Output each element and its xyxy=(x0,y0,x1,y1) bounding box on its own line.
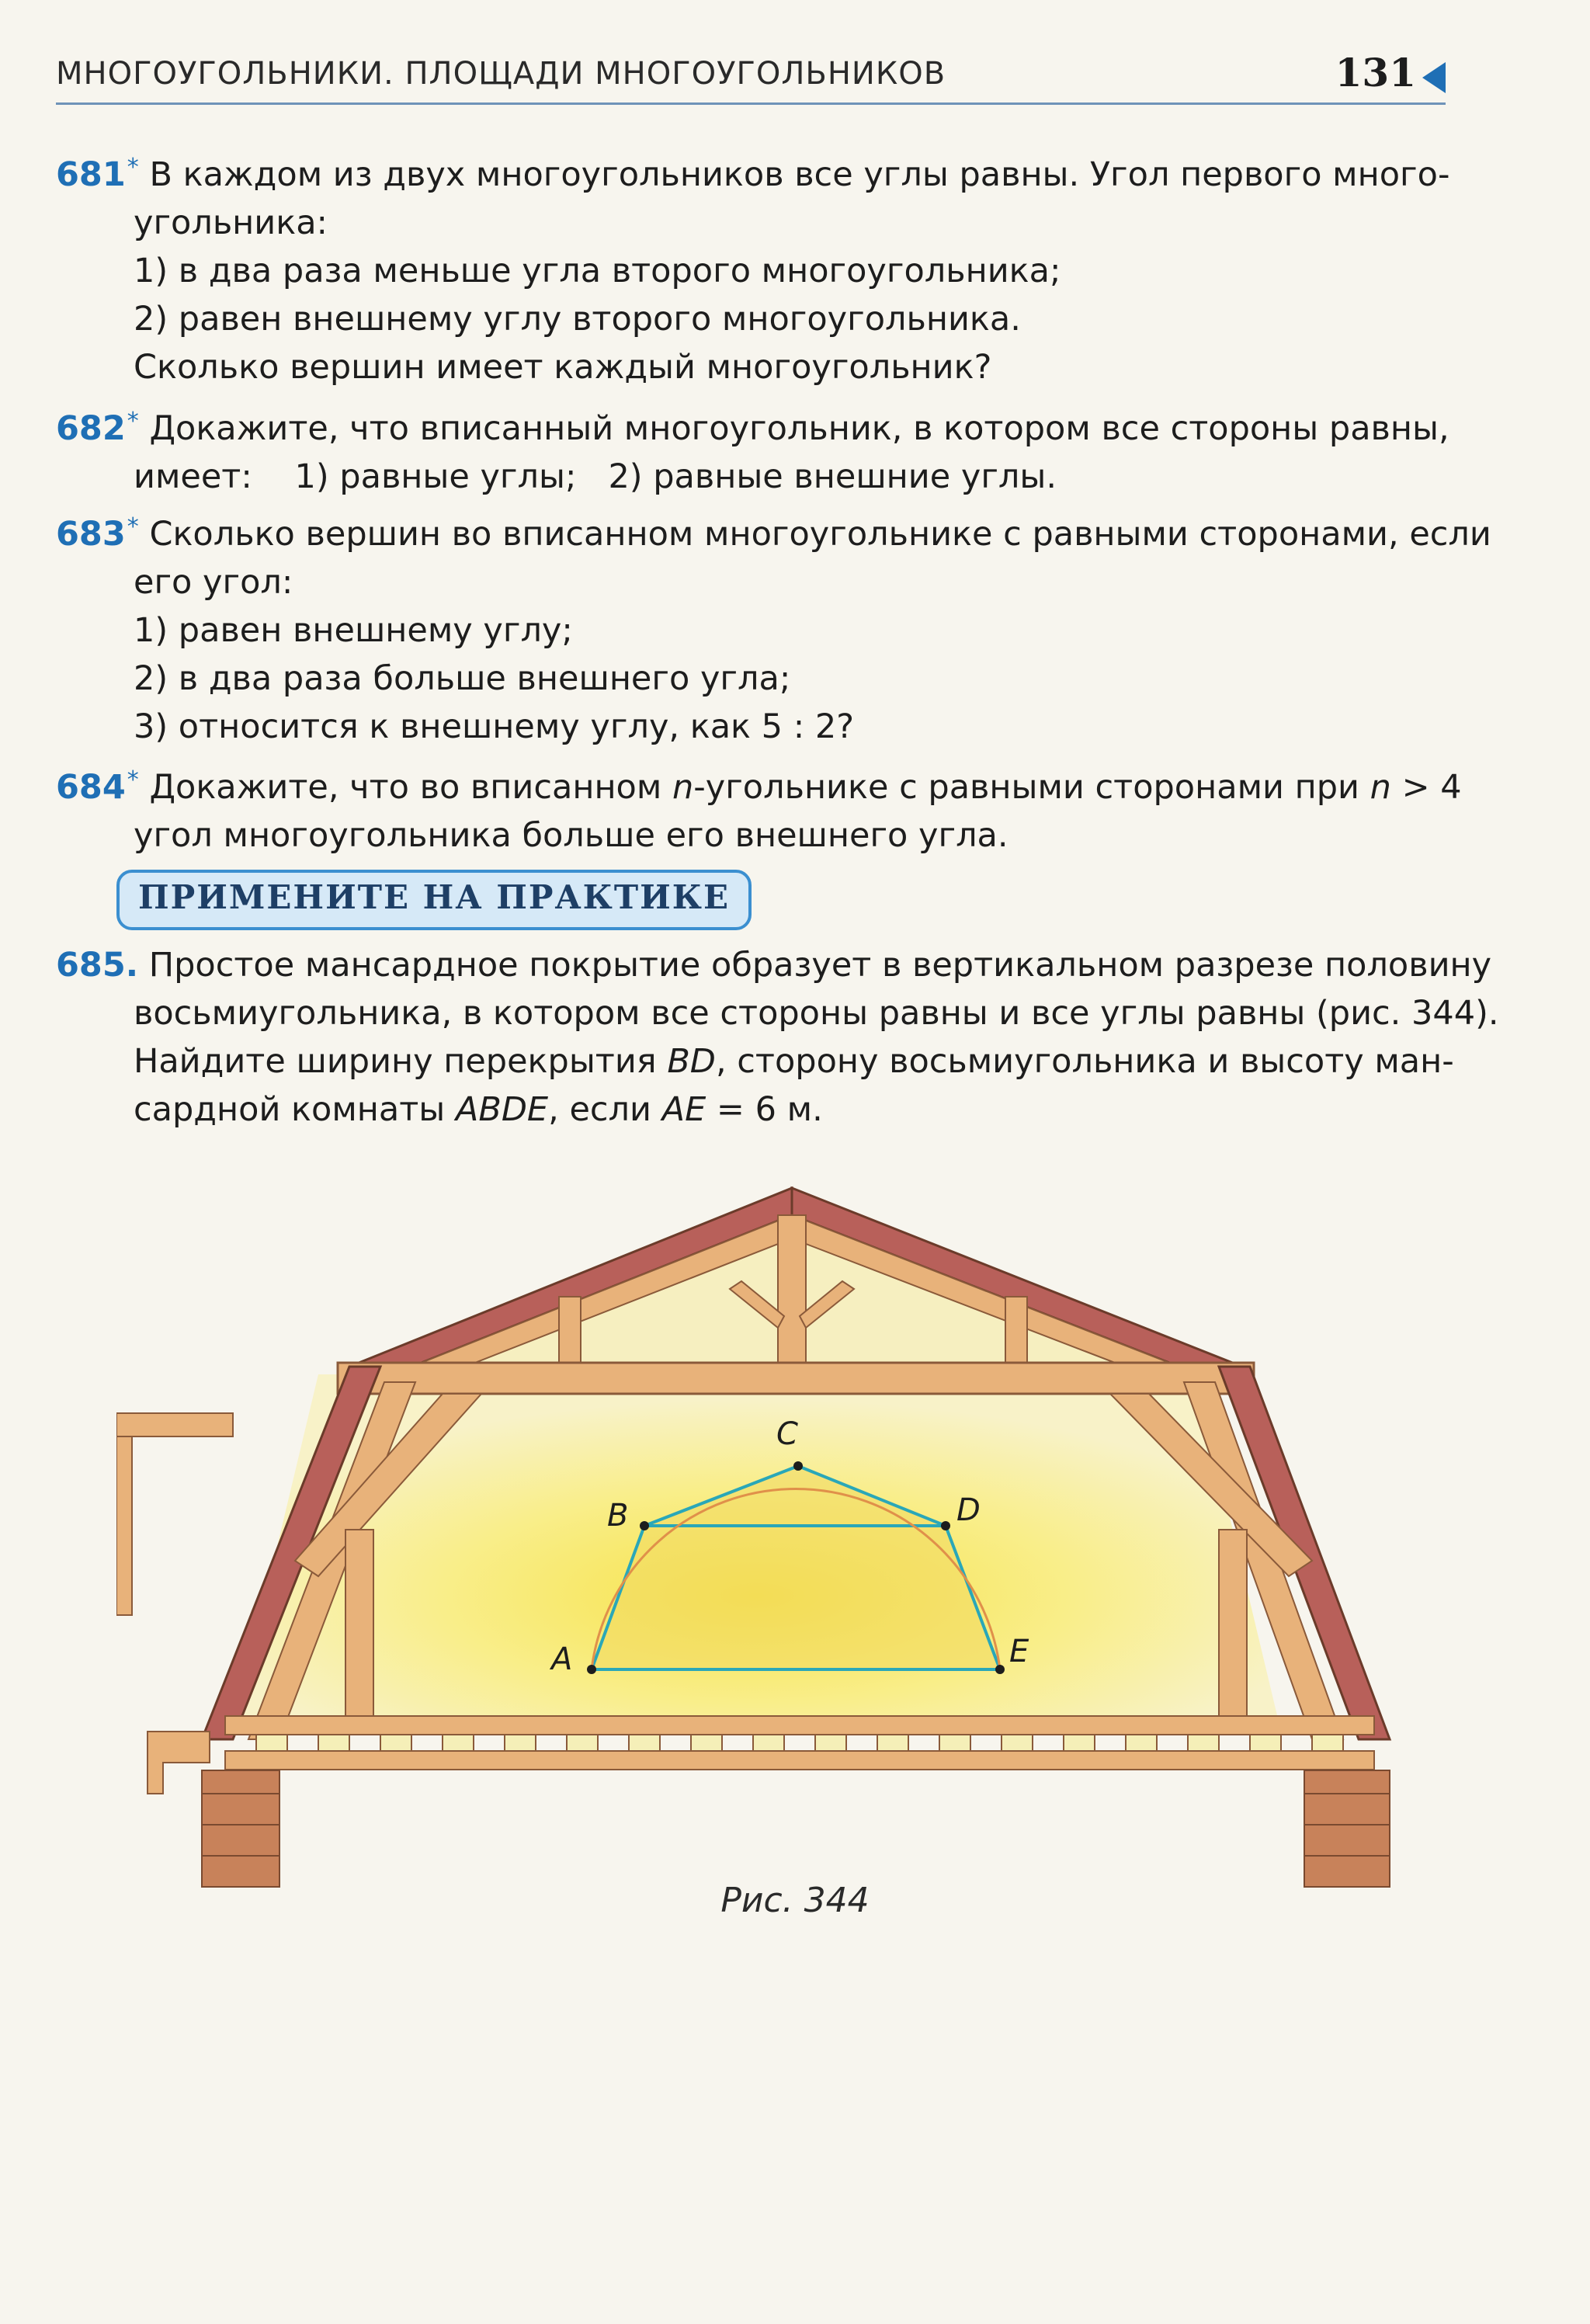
problem-text: В каждом из двух многоугольников все углы равны. Угол первого много- xyxy=(149,155,1450,194)
running-head: МНОГОУГОЛЬНИКИ. ПЛОЩАДИ МНОГОУГОЛЬНИКОВ xyxy=(56,56,946,92)
collar-beam xyxy=(338,1363,1254,1394)
right-knee-wall xyxy=(1219,1530,1247,1724)
left-overhang xyxy=(116,1413,233,1436)
problem-text: угольника: xyxy=(134,203,328,242)
problem-item: 2) в два раза больше внешнего угла; xyxy=(134,659,791,698)
floor-beam-bottom xyxy=(225,1751,1374,1770)
page-arrow-icon xyxy=(1422,62,1446,93)
star-icon: * xyxy=(127,766,139,794)
star-icon: * xyxy=(127,513,139,540)
problem-number: 682 xyxy=(56,409,126,448)
left-brick-wall xyxy=(202,1770,279,1887)
segment-ae: AE xyxy=(661,1090,706,1129)
label-e: E xyxy=(1009,1634,1029,1669)
problem-text: , если xyxy=(548,1090,662,1129)
problem-number: 681 xyxy=(56,155,126,194)
problem-text: Простое мансардное покрытие образует в вертикальном разрезе половину xyxy=(148,946,1492,985)
floor-beam-top xyxy=(225,1716,1374,1735)
label-b: B xyxy=(607,1498,629,1534)
star-icon: * xyxy=(127,154,139,181)
problem-number: 685. xyxy=(56,946,139,985)
variable-n: n xyxy=(1370,768,1391,807)
left-overhang-post xyxy=(116,1436,132,1615)
page-number: 131 xyxy=(1335,50,1416,96)
problem-text: его угол: xyxy=(134,563,293,602)
left-knee-wall xyxy=(345,1530,373,1724)
figure-caption: Рис. 344 xyxy=(720,1881,870,1920)
star-icon: * xyxy=(127,408,139,435)
king-post xyxy=(778,1215,806,1382)
label-d: D xyxy=(956,1492,981,1528)
problem-685 xyxy=(56,941,1499,1134)
variable-n: n xyxy=(672,768,694,807)
gutter xyxy=(148,1732,210,1794)
problem-text: = 6 м. xyxy=(706,1090,823,1129)
problem-text: имеет: 1) равные углы; 2) равные внешние углы. xyxy=(134,457,1057,496)
label-c: C xyxy=(776,1416,798,1452)
mansard-roof-figure xyxy=(116,1172,1421,1895)
problem-684 xyxy=(56,756,1462,860)
problem-683 xyxy=(56,503,1491,751)
section-title: ПРИМЕНИТЕ НА ПРАКТИКЕ xyxy=(116,870,752,930)
problem-text: восьмиугольника, в котором все стороны равны и все углы равны (рис. 344). xyxy=(134,994,1499,1033)
problem-item: 2) равен внешнему углу второго многоугольника. xyxy=(134,300,1021,339)
problem-text: Докажите, что вписанный многоугольник, в котором все стороны равны, xyxy=(149,409,1449,448)
floor-blocks xyxy=(256,1735,1343,1751)
problem-text: Докажите, что во вписанном xyxy=(149,768,672,807)
room-abde: ABDE xyxy=(455,1090,549,1129)
right-brick-wall xyxy=(1304,1770,1390,1887)
problem-question: Сколько вершин имеет каждый многоугольник? xyxy=(134,348,992,387)
problem-text: > 4 xyxy=(1390,768,1462,807)
problem-text: Найдите ширину перекрытия xyxy=(134,1042,668,1081)
problem-item: 1) в два раза меньше угла второго многоугольника; xyxy=(134,252,1061,290)
label-a: A xyxy=(551,1641,573,1677)
page-header xyxy=(56,50,1446,105)
segment-bd: BD xyxy=(667,1042,716,1081)
problem-text: сардной комнаты xyxy=(134,1090,456,1129)
problem-text: -угольнике с равными сторонами при xyxy=(693,768,1370,807)
brick-hatch xyxy=(202,1794,1390,1856)
problem-item: 3) относится к внешнему углу, как 5 : 2? xyxy=(134,707,855,746)
problem-text: , сторону восьмиугольника и высоту ман- xyxy=(715,1042,1454,1081)
problem-text: Сколько вершин во вписанном многоугольнике с равными сторонами, если xyxy=(149,515,1491,554)
problem-item: 1) равен внешнему углу; xyxy=(134,611,573,650)
problem-682 xyxy=(56,398,1453,501)
problem-number: 684 xyxy=(56,768,126,807)
problem-number: 683 xyxy=(56,515,126,554)
problem-text: угол многоугольника больше его внешнего угла. xyxy=(134,816,1009,855)
problem-681 xyxy=(56,144,1453,391)
